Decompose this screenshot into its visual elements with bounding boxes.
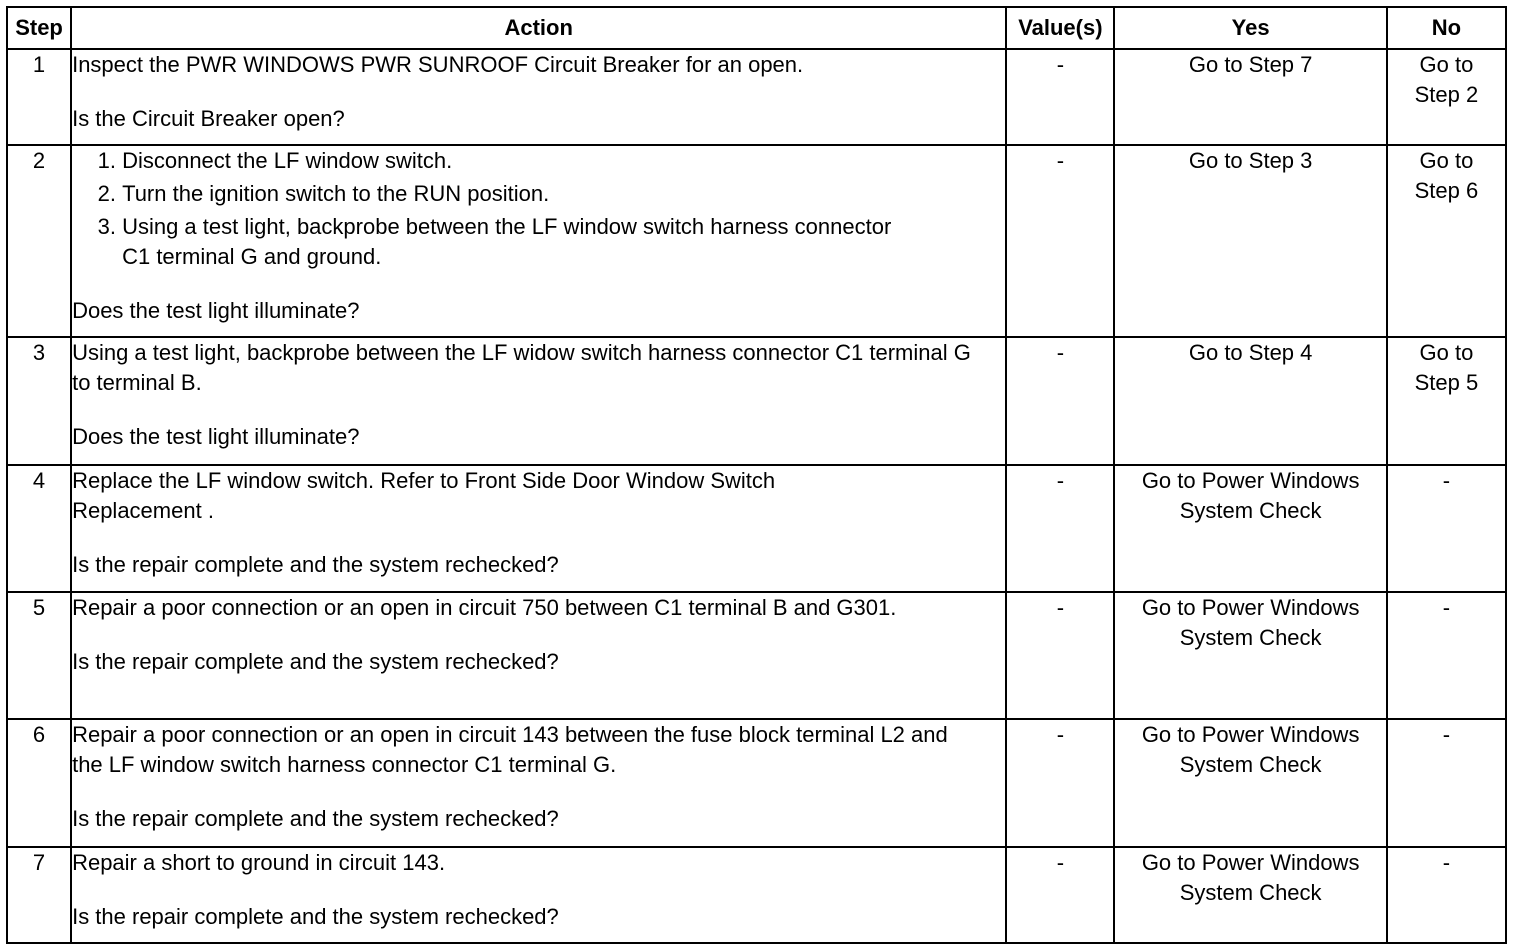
table-row	[7, 592, 1506, 719]
action-step-item: 1. Disconnect the LF window switch.	[122, 146, 1005, 179]
table-row	[7, 337, 1506, 465]
action-cell	[71, 145, 1006, 337]
no-text: Go to Step 2	[1414, 52, 1479, 107]
no-cell	[1387, 49, 1506, 145]
action-cell	[71, 465, 1006, 592]
yes-cell: Go to Power Windows System Check	[1114, 719, 1386, 847]
no-cell	[1387, 337, 1506, 465]
value-cell: -	[1006, 49, 1114, 145]
action-step-item: 3. Using a test light, backprobe between the LF window switch harness connector C1 terminal G and ground.	[122, 212, 1005, 272]
no-cell	[1387, 145, 1506, 337]
step-number: 7	[7, 847, 71, 943]
yes-cell: Go to Step 7	[1114, 49, 1386, 145]
step-number: 6	[7, 719, 71, 847]
table-row	[7, 145, 1506, 337]
action-question: Is the Circuit Breaker open?	[72, 106, 345, 131]
action-question: Is the repair complete and the system rechecked?	[72, 806, 559, 831]
header-row	[7, 7, 1506, 49]
table-row	[7, 719, 1506, 847]
action-cell	[71, 719, 1006, 847]
header-yes: Yes	[1114, 7, 1386, 49]
action-text: Replace the LF window switch. Refer to Front Side Door Window Switch Replacement .	[72, 468, 776, 523]
step-number: 5	[7, 592, 71, 719]
value-cell: -	[1006, 337, 1114, 465]
action-steps	[72, 146, 1005, 272]
table-row	[7, 465, 1506, 592]
action-question: Is the repair complete and the system rechecked?	[72, 552, 559, 577]
no-text: Go to Step 5	[1414, 340, 1479, 395]
yes-cell: Go to Step 3	[1114, 145, 1386, 337]
action-text: Inspect the PWR WINDOWS PWR SUNROOF Circuit Breaker for an open.	[72, 52, 804, 77]
diagnostic-table	[6, 6, 1507, 944]
no-cell: -	[1387, 592, 1506, 719]
action-text: Repair a poor connection or an open in circuit 750 between C1 terminal B and G301.	[72, 595, 897, 620]
action-cell	[71, 847, 1006, 943]
header-action: Action	[71, 7, 1006, 49]
yes-cell: Go to Power Windows System Check	[1114, 465, 1386, 592]
header-step: Step	[7, 7, 71, 49]
value-cell: -	[1006, 592, 1114, 719]
action-text: Repair a short to ground in circuit 143.	[72, 850, 446, 875]
no-cell: -	[1387, 719, 1506, 847]
action-question: Does the test light illuminate?	[72, 424, 360, 449]
table-row	[7, 847, 1506, 943]
yes-cell: Go to Power Windows System Check	[1114, 592, 1386, 719]
step-number: 3	[7, 337, 71, 465]
header-no: No	[1387, 7, 1506, 49]
step-number: 1	[7, 49, 71, 145]
value-cell: -	[1006, 719, 1114, 847]
action-cell	[71, 337, 1006, 465]
header-values: Value(s)	[1006, 7, 1114, 49]
action-text: Repair a poor connection or an open in circuit 143 between the fuse block terminal L2 and the LF window switch harness connector C1 terminal G.	[72, 722, 948, 777]
step-number: 4	[7, 465, 71, 592]
action-question: Is the repair complete and the system rechecked?	[72, 649, 559, 674]
no-text: Go to Step 6	[1414, 148, 1479, 203]
value-cell: -	[1006, 465, 1114, 592]
action-cell	[71, 592, 1006, 719]
action-step-item: 2. Turn the ignition switch to the RUN position.	[122, 179, 1005, 212]
action-cell	[71, 49, 1006, 145]
yes-cell: Go to Power Windows System Check	[1114, 847, 1386, 943]
action-question: Is the repair complete and the system rechecked?	[72, 904, 559, 929]
action-text: Using a test light, backprobe between the LF widow switch harness connector C1 terminal G to terminal B.	[72, 340, 971, 395]
step-number: 2	[7, 145, 71, 337]
yes-cell: Go to Step 4	[1114, 337, 1386, 465]
no-cell: -	[1387, 465, 1506, 592]
action-question: Does the test light illuminate?	[72, 298, 360, 323]
value-cell: -	[1006, 847, 1114, 943]
no-cell: -	[1387, 847, 1506, 943]
value-cell: -	[1006, 145, 1114, 337]
table-row	[7, 49, 1506, 145]
